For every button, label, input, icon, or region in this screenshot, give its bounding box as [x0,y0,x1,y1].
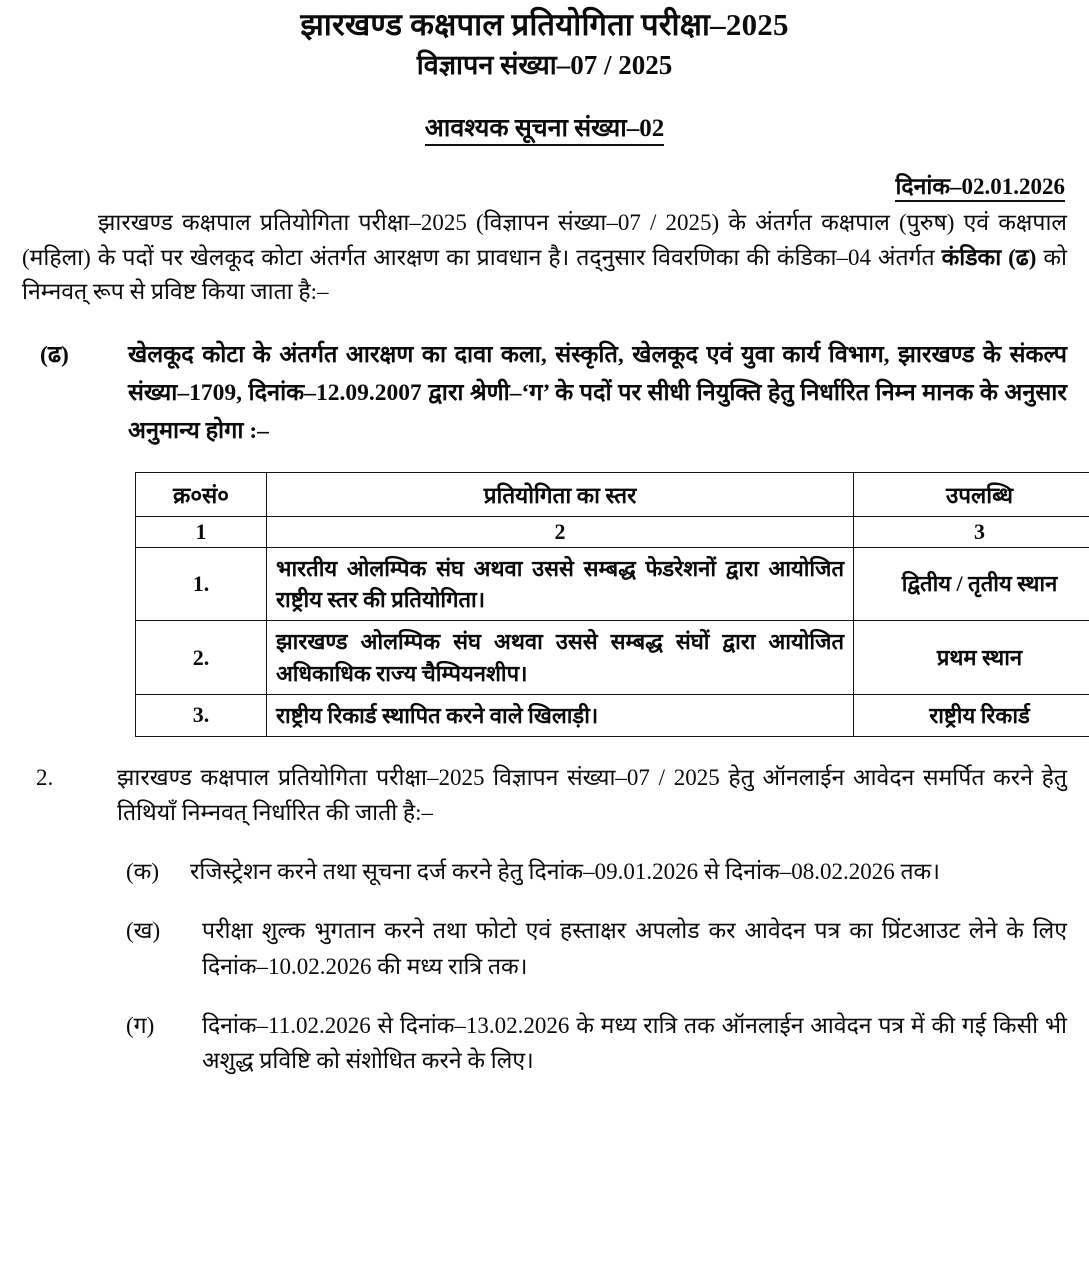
intro-bold-clause: कंडिका (ढ) [941,244,1037,270]
document-title-block [22,0,1067,83]
table-column-number-3: 3 [854,516,1089,547]
table-column-number-1: 1 [136,516,267,547]
sub-item-ka-text: रजिस्ट्रेशन करने तथा सूचना दर्ज करने हेतु दिनांक–09.01.2026 से दिनांक–08.02.2026 तक। [190,858,940,884]
exam-title: झारखण्ड कक्षपाल प्रतियोगिता परीक्षा–2025 [300,7,789,42]
sub-item-kha-text: परीक्षा शुल्क भुगतान करने तथा फोटो एवं हस्ताक्षर अपलोड कर आवेदन पत्र का प्रिंटआउट लेने के लिए दिनांक–10.02.2026 की मध्य रात्रि तक। [202,917,1067,979]
sub-item-kha [22,913,1067,985]
notice-heading-text: आवश्यक सूचना संख्या–02 [425,115,664,146]
issue-date [22,173,1067,202]
table-cell-level: झारखण्ड ओलम्पिक संघ अथवा उससे सम्बद्ध संघों द्वारा आयोजित अधिकाधिक राज्य चैम्पियनशीप। [267,621,854,694]
table-row [136,621,1089,694]
issue-date-text: दिनांक–02.01.2026 [895,174,1065,202]
table-cell-serial: 1. [136,547,267,620]
sub-item-ga [22,1008,1067,1080]
table-cell-level: राष्ट्रीय रिकार्ड स्थापित करने वाले खिलाड़ी। [267,694,854,736]
table-cell-achievement: प्रथम स्थान [854,621,1089,694]
intro-text-after: को निम्नवत् रूप से प्रविष्ट किया जाता है:– [22,244,1067,305]
sub-item-ga-text: दिनांक–11.02.2026 से दिनांक–13.02.2026 के मध्य रात्रि तक ऑनलाईन आवेदन पत्र में की गई किसी भी अशुद्ध प्रविष्टि को संशोधित करने के लिए। [202,1012,1067,1074]
sub-item-ka-marker: (क) [126,858,159,884]
table-cell-achievement: द्वितीय / तृतीय स्थान [854,547,1089,620]
item-2-text: झारखण्ड कक्षपाल प्रतियोगिता परीक्षा–2025 विज्ञापन संख्या–07 / 2025 हेतु ऑनलाईन आवेदन समर्पित करने हेतु तिथियाँ निम्नवत् निर्धारित की जाती है:– [117,765,1067,825]
intro-paragraph [22,206,1067,310]
table-header-level: प्रतियोगिता का स्तर [267,472,854,516]
intro-text-before: झारखण्ड कक्षपाल प्रतियोगिता परीक्षा–2025 (विज्ञापन संख्या–07 / 2025) के अंतर्गत कक्षपाल (पुरुष) एवं कक्षपाल (महिला) के पदों पर खेलकूद कोटा अंतर्गत आरक्षण का प्रावधान है। तद्नुसार विवरणिका की कंडिका–04 अंतर्गत [22,210,1067,270]
table-header-row [136,472,1089,516]
table-row [136,694,1089,736]
advertisement-number: विज्ञापन संख्या–07 / 2025 [416,49,673,80]
table-column-number-row [136,516,1089,547]
sub-item-ka [22,854,1067,890]
table-row [136,547,1089,620]
criteria-table [135,472,1089,737]
table-cell-serial: 2. [136,621,267,694]
clause-dha-paragraph [22,336,1067,450]
criteria-table-wrapper [22,472,1067,737]
table-cell-achievement: राष्ट्रीय रिकार्ड [854,694,1089,736]
item-2-marker: 2. [36,765,54,791]
table-header-serial: क्र०सं० [136,472,267,516]
table-header-achievement: उपलब्धि [854,472,1089,516]
clause-dha-marker: (ढ) [40,341,69,368]
table-column-number-2: 2 [267,516,854,547]
sub-item-kha-marker: (ख) [126,917,161,943]
clause-dha-text: खेलकूद कोटा के अंतर्गत आरक्षण का दावा कला, संस्कृति, खेलकूद एवं युवा कार्य विभाग, झारखण्ड के संकल्प संख्या–1709, दिनांक–12.09.2007 द्वारा श्रेणी–‘ग’ के पदों पर सीधी नियुक्ति हेतु निर्धारित निम्न मानक के अनुसार अनुमान्य होगा :– [128,341,1067,444]
table-cell-serial: 3. [136,694,267,736]
item-2-paragraph [22,761,1067,831]
notice-heading [22,113,1067,146]
table-cell-level: भारतीय ओलम्पिक संघ अथवा उससे सम्बद्ध फेडरेशनों द्वारा आयोजित राष्ट्रीय स्तर की प्रतियोगिता। [267,547,854,620]
sub-item-ga-marker: (ग) [126,1012,155,1038]
